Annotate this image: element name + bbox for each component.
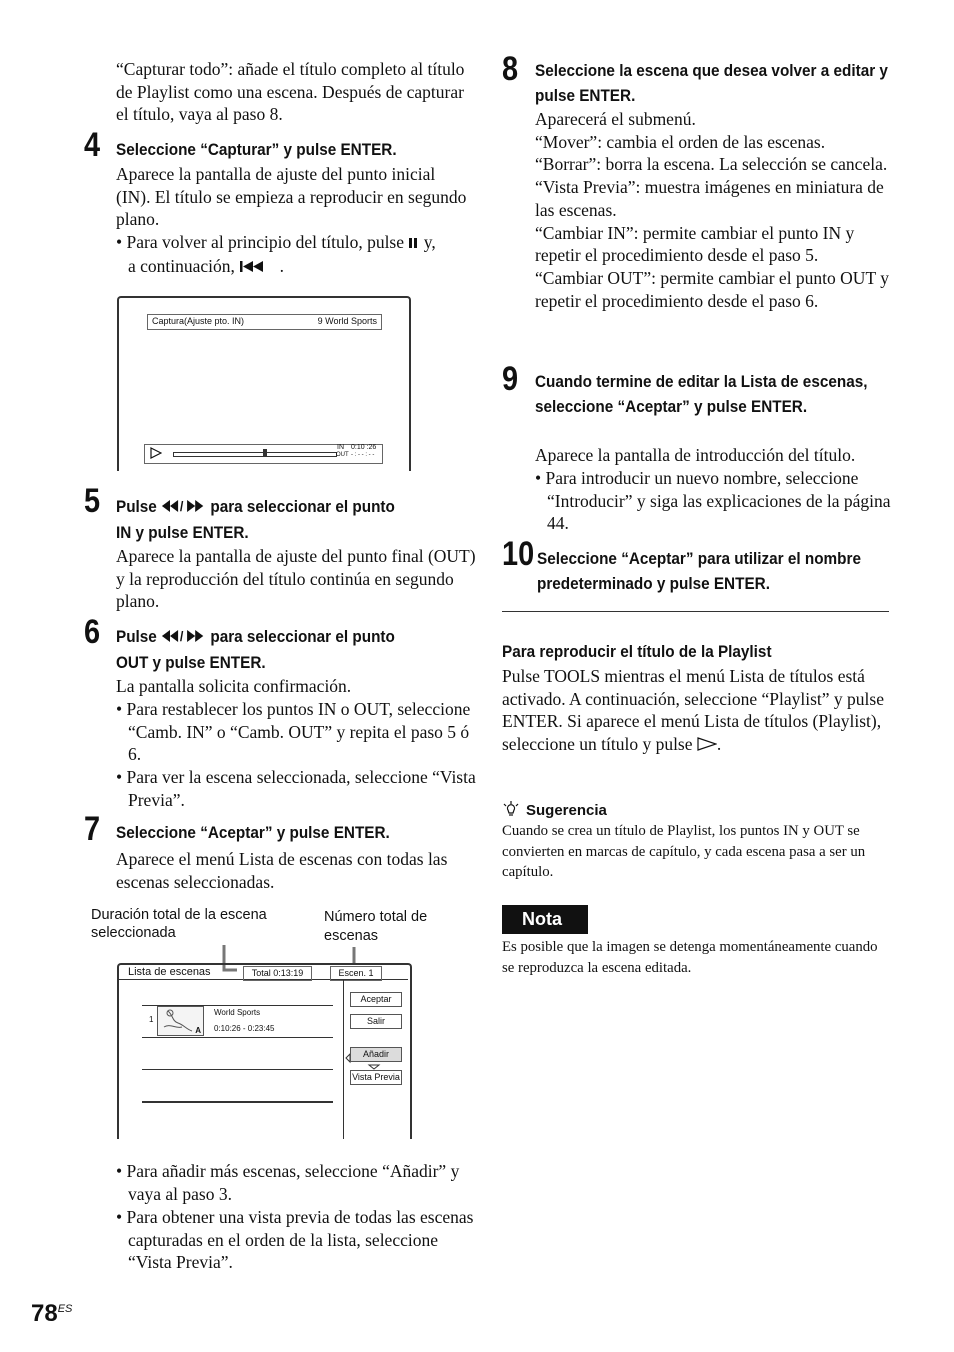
step-5-number: 5	[84, 482, 101, 520]
lightbulb-icon	[502, 800, 522, 822]
step-9-heading: Cuando termine de editar la Lista de escenas, seleccione “Aceptar” y pulse ENTER.	[535, 372, 868, 416]
preview-button[interactable]: Vista Previa	[350, 1070, 402, 1085]
step-7-body: Aparece el menú Lista de escenas con todas las escenas seleccionadas.	[116, 849, 448, 892]
in-label: IN	[337, 444, 344, 451]
page-number: $78^{ES}$	[31, 1300, 73, 1327]
scene-row-time: 0:10:26 - 0:23:45	[214, 1024, 275, 1033]
tip-body: Cuando se crea un título de Playlist, los puntos IN y OUT se convierten en marcas de capítulo, y cada escena pasa a ser un capítulo.	[502, 823, 866, 881]
step-7-heading: Seleccione “Aceptar” y pulse ENTER.	[116, 823, 390, 842]
scene-list-title: Lista de escenas	[128, 966, 211, 978]
playlist-body: Pulse TOOLS mientras el menú Lista de títulos está activado. A continuación, seleccione “Playlist” y pulse ENTER. Si aparece el menú Lista de títulos (Playlist), seleccione un título y pulse .	[502, 665, 887, 757]
step-6-bullet-2: • Para ver la escena seleccionada, seleccione “Vista Previa”.	[116, 767, 476, 810]
note-body: Es posible que la imagen se detenga momentáneamente cuando se reproduzca la escena editada.	[502, 939, 878, 976]
after-bullet-1: • Para añadir más escenas, seleccione “Añadir” y vaya al paso 3.	[116, 1161, 460, 1204]
capture-title-label: 9 World Sports	[317, 316, 377, 326]
thumbnail-mark: A	[195, 1026, 201, 1035]
scene-row-index: 1	[149, 1015, 154, 1024]
section-divider	[502, 611, 889, 612]
step-4-bullet: • Para volver al principio del título, pulse y, a continuación, .	[116, 231, 476, 278]
in-time: 0:10 :26	[351, 444, 377, 451]
row-divider	[142, 1069, 333, 1070]
add-button[interactable]: Añadir	[350, 1047, 402, 1062]
step-4-number: 4	[84, 126, 101, 164]
accept-button[interactable]: Aceptar	[350, 992, 402, 1007]
step-10-heading: Seleccione “Aceptar” para utilizar el nombre predeterminado y pulse ENTER.	[537, 549, 861, 593]
step-9-body: Aparece la pantalla de introducción del título.	[535, 445, 856, 465]
scene-list-screen	[117, 963, 412, 1139]
row-divider	[142, 1037, 333, 1038]
scene-count-box: Escen. 1	[330, 966, 382, 981]
step-6-number: 6	[84, 613, 101, 651]
step-9-number: 9	[502, 360, 519, 398]
intro-paragraph: “Capturar todo”: añade el título completo al título de Playlist como una escena. Después de capturar el título, vaya al paso 8.	[116, 59, 465, 125]
callout-scene-count: Número total de escenas	[324, 909, 428, 944]
scene-row-title: World Sports	[214, 1008, 261, 1017]
step-4-body: Aparece la pantalla de ajuste del punto inicial (IN). El título se empieza a reproducir en segundo plano.	[116, 164, 467, 230]
out-time: - : - - : - -	[351, 452, 375, 458]
total-duration-box: Total 0:13:19	[243, 966, 312, 981]
step-6-heading: Pulse / para seleccionar el punto OUT y pulse ENTER.	[116, 627, 395, 672]
step-6-body: La pantalla solicita confirmación.	[116, 676, 352, 696]
step-8-body: Aparecerá el submenú. “Mover”: cambia el orden de las escenas. “Borrar”: borra la escena. La selección se cancela. “Vista Previa”: muestra imágenes en miniatura de las escenas. “Cambiar IN”: permite cambiar el punto IN y repetir el procedimiento desde el paso 5. “Cambiar OUT”: permite cambiar el punto OUT y repetir el procedimiento desde el paso 6.	[535, 109, 889, 311]
step-4-heading: Seleccione “Capturar” y pulse ENTER.	[116, 140, 397, 159]
svg-text:/: /	[179, 629, 184, 643]
step-7-number: 7	[84, 810, 101, 848]
tip-header	[502, 800, 607, 822]
scene-thumbnail	[157, 1006, 204, 1036]
after-bullet-2: • Para obtener una vista previa de todas las escenas capturadas en el orden de la lista, seleccione “Vista Previa”.	[116, 1207, 474, 1273]
step-9-bullet: • Para introducir un nuevo nombre, seleccione “Introducir” y siga las explicaciones de la página 44.	[535, 468, 891, 534]
playlist-heading: Para reproducir el título de la Playlist	[502, 642, 772, 661]
step-5-body: Aparece la pantalla de ajuste del punto final (OUT) y la reproducción del título continúa en segundo plano.	[116, 546, 476, 612]
step-6-bullet-1: • Para restablecer los puntos IN o OUT, seleccione “Camb. IN” o “Camb. OUT” y repita el paso 5 ó 6.	[116, 699, 471, 765]
tip-heading: Sugerencia	[526, 802, 607, 819]
step-8-number: 8	[502, 50, 519, 88]
step-8-heading: Seleccione la escena que desea volver a editar y pulse ENTER.	[535, 61, 888, 105]
row-divider	[142, 1101, 333, 1103]
scene-row[interactable]	[142, 1006, 333, 1036]
svg-text:/: /	[179, 499, 184, 513]
menu-divider	[343, 980, 344, 1139]
step-10-number: 10	[502, 535, 535, 573]
note-badge: Nota	[502, 905, 588, 934]
callout-total-duration: Duración total de la escena seleccionada	[91, 907, 267, 941]
step-5-heading: Pulse / para seleccionar el punto IN y pulse ENTER.	[116, 497, 395, 542]
capture-mode-label: Captura(Ajuste pto. IN)	[152, 316, 245, 326]
exit-button[interactable]: Salir	[350, 1014, 402, 1029]
out-label: OUT	[336, 452, 349, 458]
play-icon	[697, 734, 717, 757]
